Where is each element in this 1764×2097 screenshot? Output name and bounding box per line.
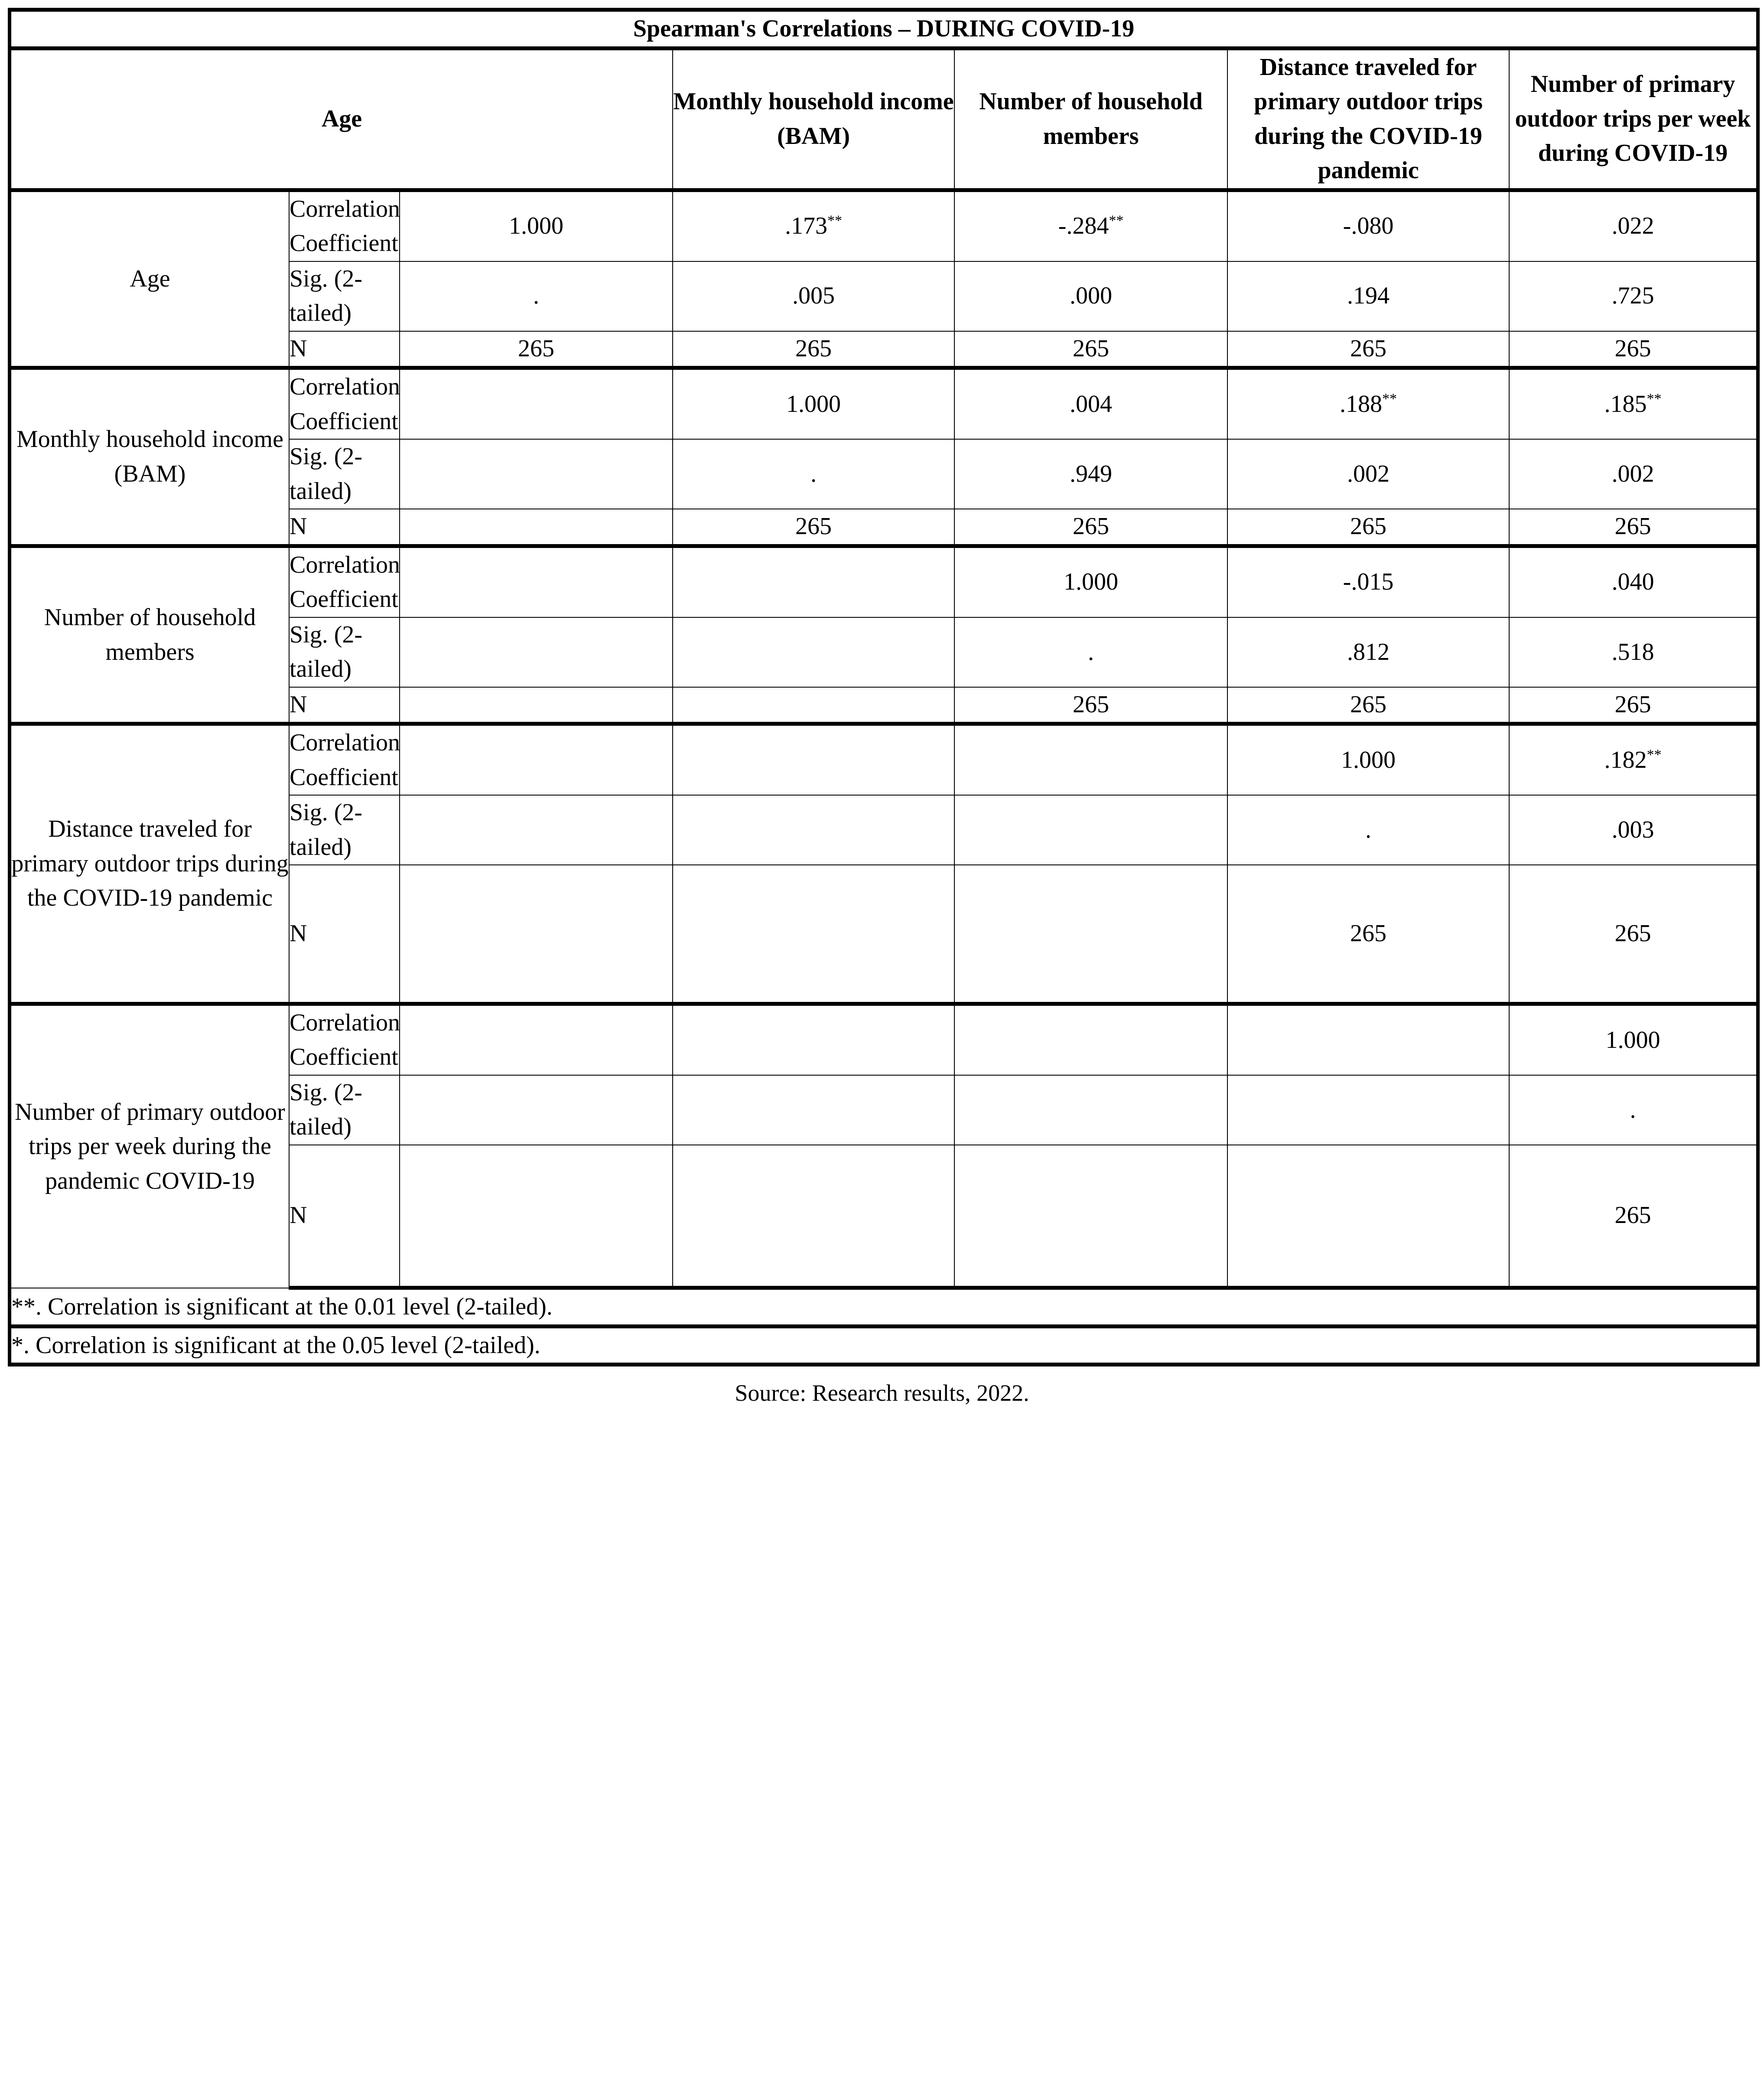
cell-value: .002 [1227, 439, 1509, 509]
cell-value [1227, 1075, 1509, 1145]
cell-value: 265 [954, 331, 1227, 368]
cell-value: -.284** [954, 190, 1227, 261]
cell-value [400, 546, 673, 617]
row-label-number-household-members: Number of household members [10, 546, 289, 724]
cell-value: 1.000 [1509, 1004, 1758, 1075]
cell-value: .040 [1509, 546, 1758, 617]
column-header-distance-traveled: Distance traveled for primary outdoor trips during the COVID-19 pandemic [1227, 48, 1509, 190]
cell-value [954, 865, 1227, 1004]
cell-value: 265 [1227, 865, 1509, 1004]
table-title-row [10, 10, 1758, 49]
table-row [10, 190, 1758, 261]
cell-value: . [1509, 1075, 1758, 1145]
stat-label-sig: Sig. (2-tailed) [289, 1075, 400, 1145]
cell-value: 1.000 [1227, 724, 1509, 796]
cell-value: 265 [1509, 1145, 1758, 1288]
cell-value [673, 1145, 954, 1288]
column-header-number-primary-trips: Number of primary outdoor trips per week during COVID-19 [1509, 48, 1758, 190]
cell-value [400, 439, 673, 509]
cell-value: 265 [1509, 865, 1758, 1004]
cell-value [954, 795, 1227, 865]
cell-value: . [954, 617, 1227, 687]
cell-value [673, 617, 954, 687]
footnote-row [10, 1326, 1758, 1365]
footnote-005-level: *. Correlation is significant at the 0.05 level (2-tailed). [10, 1326, 1758, 1365]
cell-value: .725 [1509, 261, 1758, 331]
cell-value: .004 [954, 368, 1227, 440]
footnote-001-level: **. Correlation is significant at the 0.01 level (2-tailed). [10, 1288, 1758, 1327]
stat-label-n: N [289, 687, 400, 724]
cell-value [673, 795, 954, 865]
cell-value [400, 368, 673, 440]
column-header-age: Age [10, 48, 673, 190]
stat-label-sig: Sig. (2-tailed) [289, 795, 400, 865]
cell-value: 1.000 [400, 190, 673, 261]
cell-value [1227, 1145, 1509, 1288]
cell-value [673, 724, 954, 796]
stat-label-n: N [289, 331, 400, 368]
significance-marker: ** [827, 212, 842, 229]
stat-label-correlation-coefficient: Correlation Coefficient [289, 546, 400, 617]
cell-value: .002 [1509, 439, 1758, 509]
stat-label-correlation-coefficient: Correlation Coefficient [289, 1004, 400, 1075]
cell-value: 265 [673, 331, 954, 368]
cell-value: 265 [1509, 509, 1758, 546]
stat-label-n: N [289, 1145, 400, 1288]
cell-value [673, 1075, 954, 1145]
table-row [10, 368, 1758, 440]
column-header-monthly-household-income: Monthly household income (BAM) [673, 48, 954, 190]
stat-label-sig: Sig. (2-tailed) [289, 261, 400, 331]
cell-value: .194 [1227, 261, 1509, 331]
cell-value: .005 [673, 261, 954, 331]
table-row [10, 546, 1758, 617]
cell-value: 265 [1227, 331, 1509, 368]
cell-value: .173** [673, 190, 954, 261]
cell-value [400, 795, 673, 865]
row-label-age: Age [10, 190, 289, 368]
stat-label-sig: Sig. (2-tailed) [289, 439, 400, 509]
cell-value [400, 865, 673, 1004]
cell-value [954, 1075, 1227, 1145]
significance-marker: ** [1109, 212, 1124, 229]
footnote-row [10, 1288, 1758, 1327]
stat-label-correlation-coefficient: Correlation Coefficient [289, 368, 400, 440]
cell-value [400, 1145, 673, 1288]
column-header-row [10, 48, 1758, 190]
cell-value: 1.000 [673, 368, 954, 440]
cell-value: .000 [954, 261, 1227, 331]
cell-value: .812 [1227, 617, 1509, 687]
cell-value [1227, 1004, 1509, 1075]
row-label-monthly-household-income: Monthly household income (BAM) [10, 368, 289, 546]
significance-marker: ** [1647, 391, 1662, 407]
cell-value [954, 724, 1227, 796]
cell-value: .022 [1509, 190, 1758, 261]
cell-value: -.080 [1227, 190, 1509, 261]
cell-value: 265 [954, 687, 1227, 724]
table-row [10, 724, 1758, 796]
cell-value [400, 1075, 673, 1145]
cell-value [400, 509, 673, 546]
cell-value: .188** [1227, 368, 1509, 440]
cell-value [673, 546, 954, 617]
cell-value [673, 1004, 954, 1075]
cell-value: 1.000 [954, 546, 1227, 617]
cell-value: . [673, 439, 954, 509]
stat-label-sig: Sig. (2-tailed) [289, 617, 400, 687]
cell-value: 265 [400, 331, 673, 368]
cell-value: .003 [1509, 795, 1758, 865]
row-label-number-primary-outdoor-trips: Number of primary outdoor trips per week during the pandemic COVID-19 [10, 1004, 289, 1288]
significance-marker: ** [1382, 391, 1397, 407]
cell-value: 265 [1227, 509, 1509, 546]
cell-value: -.015 [1227, 546, 1509, 617]
cell-value [673, 687, 954, 724]
cell-value: 265 [1509, 687, 1758, 724]
significance-marker: ** [1647, 747, 1662, 763]
page-title: Spearman's Correlations – DURING COVID-19 [10, 10, 1758, 49]
cell-value [400, 1004, 673, 1075]
cell-value: . [1227, 795, 1509, 865]
table-row [10, 1004, 1758, 1075]
source-note: Source: Research results, 2022. [735, 1380, 1029, 1406]
cell-value: 265 [673, 509, 954, 546]
cell-value: .182** [1509, 724, 1758, 796]
cell-value: 265 [1509, 331, 1758, 368]
cell-value [400, 617, 673, 687]
stat-label-correlation-coefficient: Correlation Coefficient [289, 724, 400, 796]
cell-value [954, 1004, 1227, 1075]
cell-value: .185** [1509, 368, 1758, 440]
spearman-correlations-table [8, 8, 1760, 1366]
cell-value [954, 1145, 1227, 1288]
cell-value: .949 [954, 439, 1227, 509]
row-label-distance-traveled: Distance traveled for primary outdoor trips during the COVID-19 pandemic [10, 724, 289, 1004]
cell-value: 265 [1227, 687, 1509, 724]
cell-value: . [400, 261, 673, 331]
cell-value [400, 724, 673, 796]
cell-value: 265 [954, 509, 1227, 546]
cell-value [673, 865, 954, 1004]
cell-value [400, 687, 673, 724]
stat-label-correlation-coefficient: Correlation Coefficient [289, 190, 400, 261]
stat-label-n: N [289, 865, 400, 1004]
stat-label-n: N [289, 509, 400, 546]
column-header-number-household-members: Number of household members [954, 48, 1227, 190]
cell-value: .518 [1509, 617, 1758, 687]
